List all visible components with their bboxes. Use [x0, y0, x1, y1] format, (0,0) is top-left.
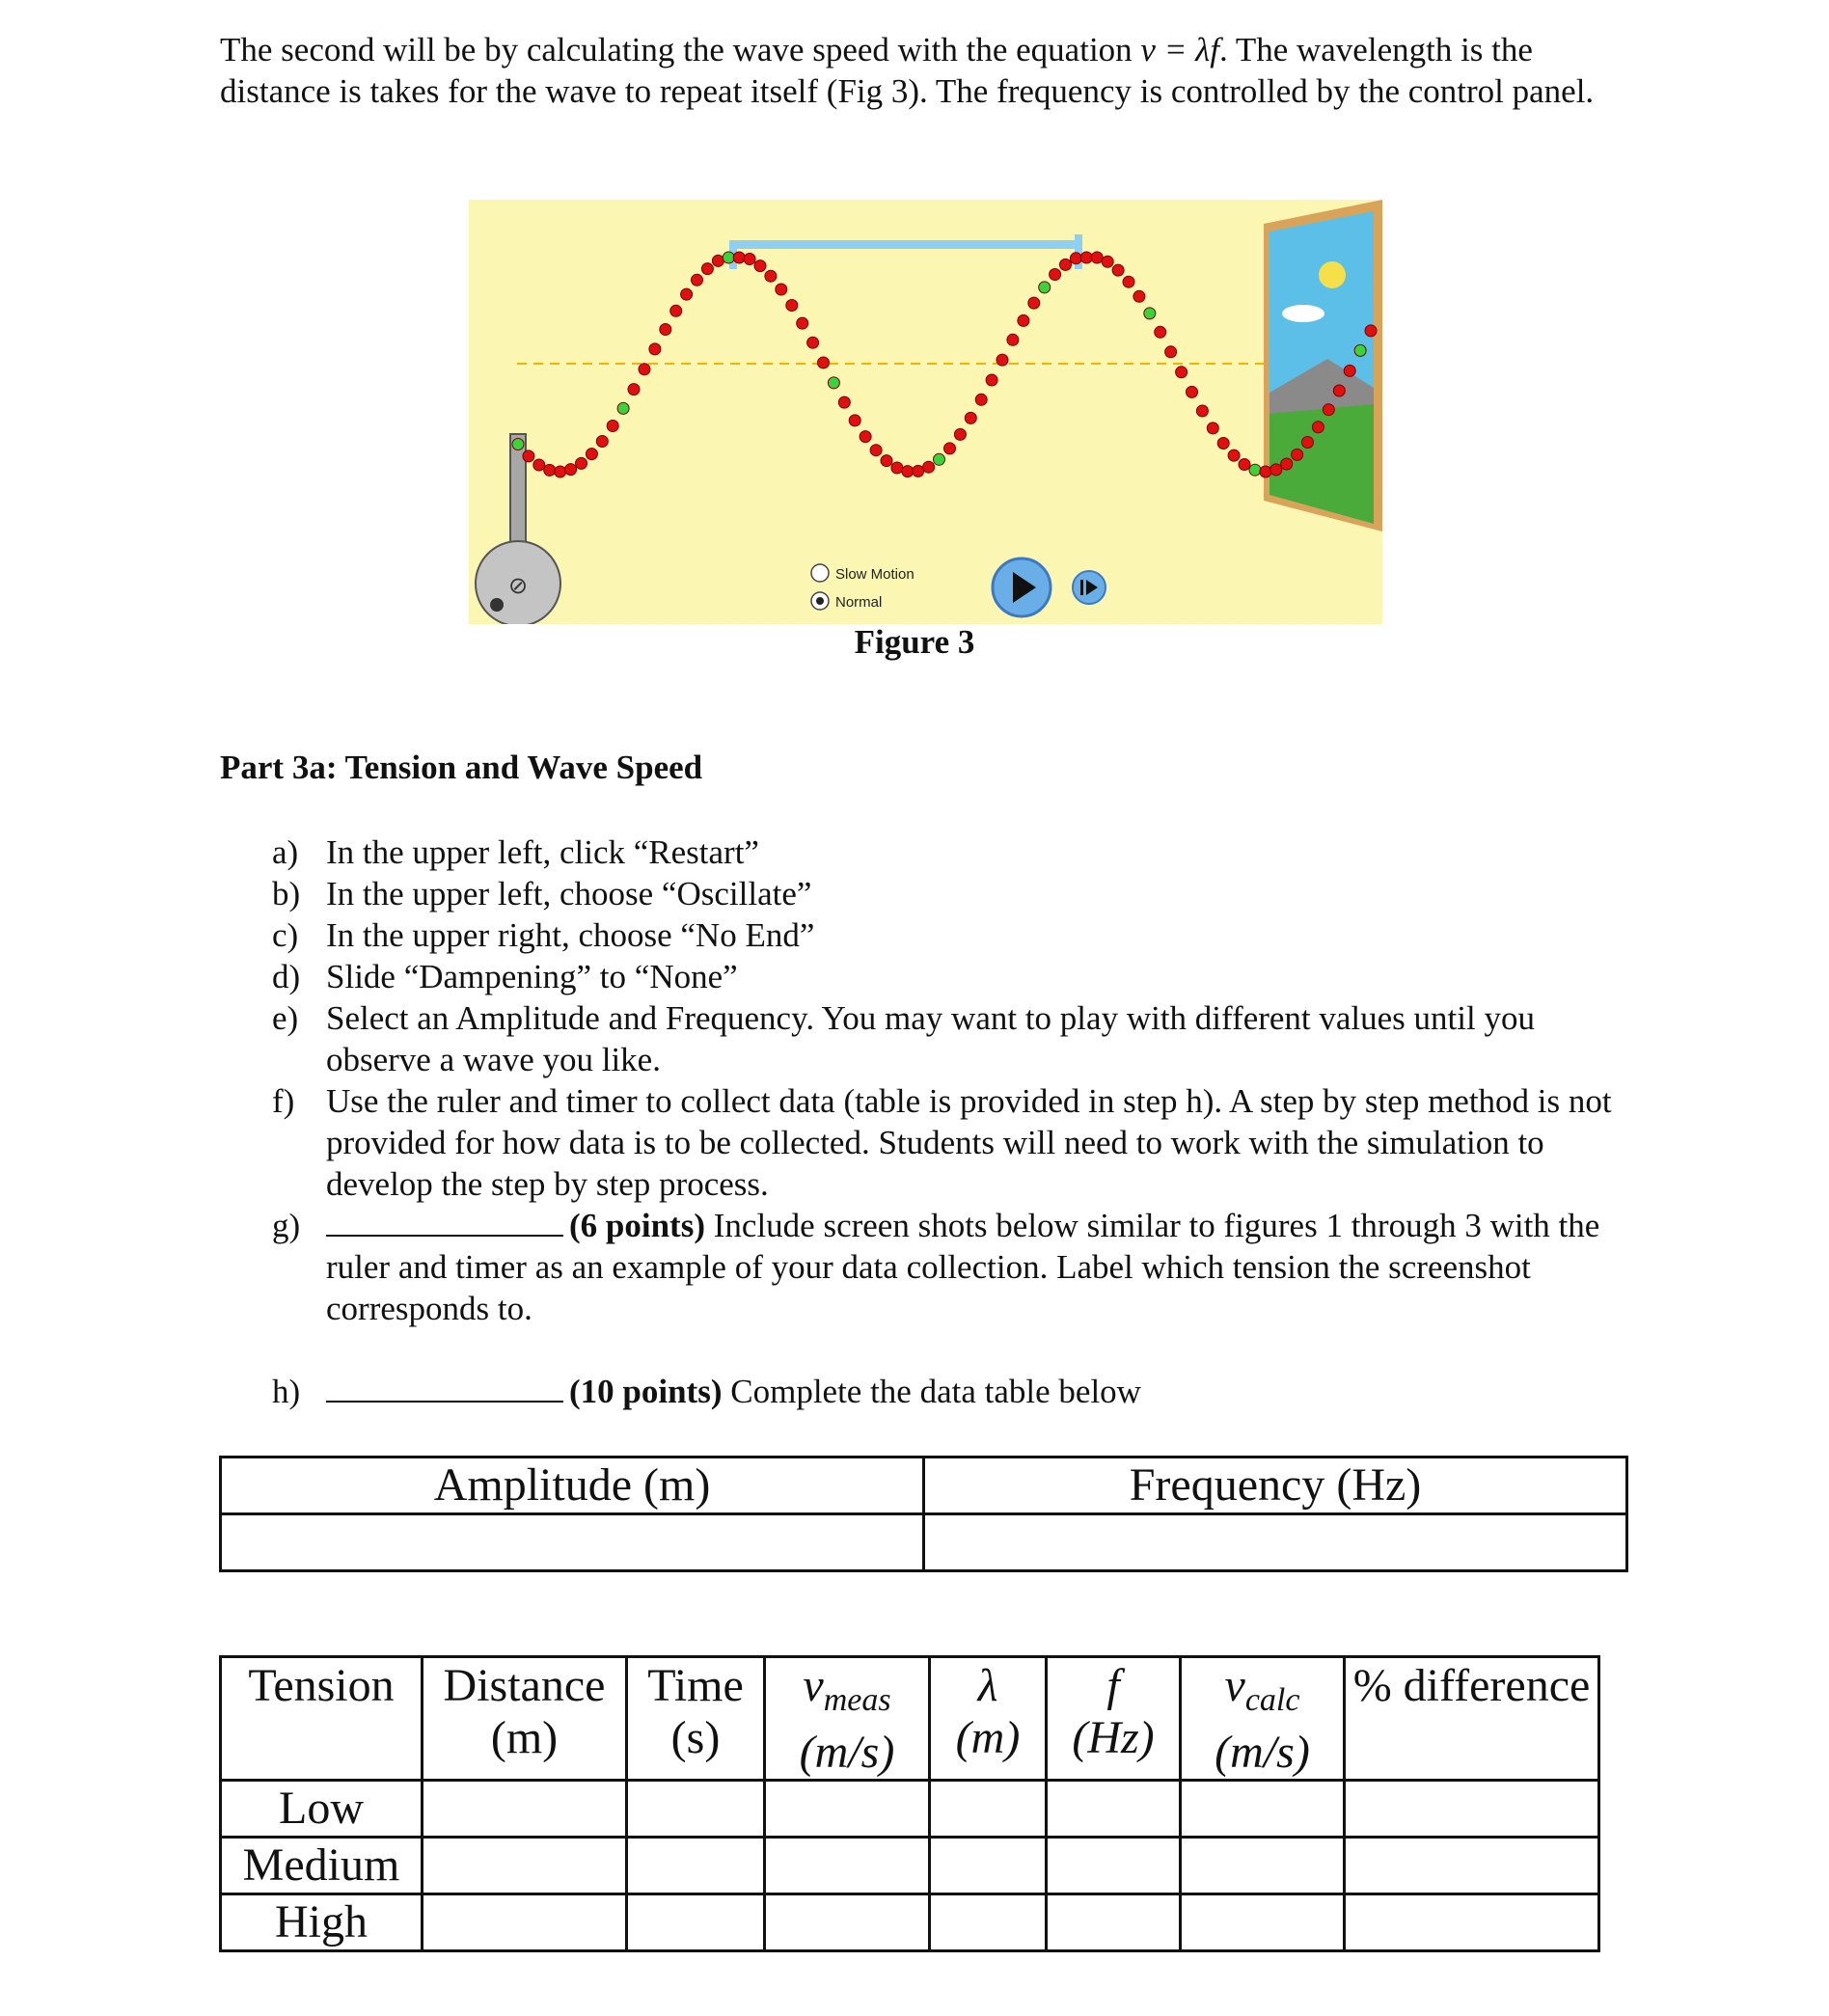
- wave-bead: [544, 464, 556, 476]
- wave-bead: [1028, 297, 1040, 309]
- wave-bead: [1239, 459, 1250, 471]
- wave-bead: [923, 461, 935, 473]
- score-blank-g[interactable]: [326, 1206, 563, 1237]
- wave-bead: [1260, 466, 1271, 477]
- wave-bead: [1112, 264, 1124, 276]
- table-row: [221, 1894, 1599, 1951]
- wave-bead: [754, 260, 766, 272]
- wave-bead: [639, 364, 650, 375]
- wave-bead: [607, 421, 618, 432]
- step-button[interactable]: [1073, 571, 1106, 604]
- wave-bead: [838, 396, 850, 408]
- wave-bead: [1302, 437, 1314, 449]
- wave-bead: [1039, 282, 1051, 293]
- wave-bead: [975, 394, 987, 405]
- wave-bead: [1292, 449, 1303, 460]
- cloud-icon: [1282, 305, 1324, 322]
- wave-bead: [818, 357, 830, 368]
- figure-caption: Figure 3: [854, 623, 975, 661]
- amplitude-header: Amplitude (m): [221, 1458, 924, 1514]
- wave-bead: [1312, 422, 1324, 433]
- instruction-list: [272, 831, 1642, 1412]
- wave-bead: [576, 457, 587, 469]
- wave-bead: [1270, 464, 1282, 476]
- slow-motion-radio[interactable]: [811, 564, 829, 582]
- wave-bead: [1050, 269, 1061, 281]
- wave-bead: [891, 462, 903, 474]
- step-c: c) In the upper right, choose “No End”: [272, 916, 815, 954]
- step-b: b) In the upper left, choose “Oscillate”: [272, 875, 812, 913]
- time-header: Time (s): [627, 1657, 765, 1781]
- tension-header: Tension: [221, 1657, 423, 1781]
- wave-bead: [1323, 404, 1334, 416]
- wave-bead: [1365, 325, 1377, 337]
- wave-bead: [881, 455, 892, 467]
- wave-bead: [723, 252, 734, 263]
- amplitude-cell[interactable]: [221, 1514, 924, 1571]
- wave-bead: [1187, 386, 1198, 397]
- wave-bead: [1165, 346, 1177, 358]
- step-d: d) Slide “Dampening” to “None”: [272, 958, 738, 995]
- wave-bead: [586, 449, 597, 460]
- slow-motion-label: Slow Motion: [835, 566, 914, 583]
- vmeas-header: $v_{meas}$ (m/s): [765, 1657, 930, 1781]
- wave-bead: [660, 324, 671, 336]
- row-label-high: High: [221, 1894, 423, 1951]
- wave-bead: [701, 263, 713, 275]
- wave-speed-equation: v = λf: [1140, 31, 1219, 68]
- step-e: e) Select an Amplitude and Frequency. You may want to play with different values until you observe a wave you like.: [272, 999, 1535, 1078]
- wave-bead: [1007, 334, 1019, 345]
- wave-bead: [712, 255, 723, 266]
- row-label-low: Low: [221, 1781, 423, 1838]
- wave-bead: [986, 374, 997, 386]
- wave-bead: [617, 402, 629, 414]
- wave-bead: [776, 284, 787, 295]
- wave-bead: [902, 466, 914, 477]
- tension-data-table: [219, 1655, 1600, 1952]
- normal-label: Normal: [835, 594, 883, 611]
- wave-bead: [1249, 464, 1261, 476]
- wave-bead: [1196, 405, 1208, 417]
- svg-text:⊘: ⊘: [507, 572, 529, 599]
- wave-bead: [1060, 259, 1072, 270]
- wave-bead: [628, 384, 640, 395]
- wave-bead: [670, 305, 682, 316]
- score-blank-h[interactable]: [326, 1372, 563, 1403]
- wave-bead: [1217, 438, 1229, 450]
- wave-bead: [849, 415, 860, 426]
- vcalc-header: $v_{calc}$ (m/s): [1181, 1657, 1345, 1781]
- wave-bead: [565, 464, 577, 476]
- percent-difference-header: % difference: [1345, 1657, 1599, 1781]
- wave-bead: [681, 288, 693, 300]
- wave-bead: [786, 300, 798, 312]
- wave-bead: [1155, 326, 1166, 338]
- f-header: f (Hz): [1047, 1657, 1181, 1781]
- wave-bead: [744, 254, 755, 265]
- wave-bead: [533, 459, 545, 471]
- wave-bead: [1102, 256, 1113, 267]
- amplitude-frequency-table: [219, 1456, 1628, 1572]
- wave-simulation-figure: [469, 200, 1382, 624]
- wave-bead: [1333, 385, 1345, 396]
- wave-bead: [1176, 367, 1187, 378]
- intro-paragraph: The second will be by calculating the wave speed with the equation v = λf. The wavelength is the distance is takes for the wave to repeat itself (Fig 3). The frequency is controlled by the control panel.: [220, 31, 1595, 110]
- wave-bead: [1123, 276, 1134, 287]
- wave-bead: [1070, 253, 1081, 264]
- wave-bead: [523, 450, 534, 462]
- table-row: [221, 1781, 1599, 1838]
- wave-bead: [807, 337, 819, 348]
- wave-bead: [1207, 422, 1218, 434]
- wave-bead: [555, 466, 566, 477]
- wave-bead: [870, 445, 882, 456]
- wave-bead: [512, 439, 524, 450]
- section-heading: Part 3a: Tension and Wave Speed: [220, 749, 703, 786]
- normal-radio[interactable]: [811, 592, 829, 610]
- frequency-header: Frequency (Hz): [924, 1458, 1627, 1514]
- wave-bead: [1228, 450, 1240, 461]
- table-row: [221, 1838, 1599, 1894]
- play-button[interactable]: [993, 558, 1051, 616]
- lambda-header: λ (m): [930, 1657, 1047, 1781]
- sun-icon: [1319, 261, 1346, 288]
- window-end: [1264, 200, 1382, 531]
- wave-bead: [649, 343, 661, 355]
- wave-bead: [954, 428, 966, 440]
- row-label-medium: Medium: [221, 1838, 423, 1894]
- step-h: h) (10 points) Complete the data table below: [272, 1373, 1141, 1410]
- wave-bead: [765, 270, 777, 282]
- wave-bead: [944, 443, 956, 454]
- step-g: g) (6 points) Include screen shots below similar to figures 1 through 3 with the ruler and timer as an example of your data collection. Label which tension the screenshot corresponds to.: [272, 1207, 1600, 1327]
- simulation-background: [469, 200, 1382, 624]
- wave-bead: [1091, 252, 1103, 263]
- wave-bead: [1354, 344, 1366, 356]
- wave-bead: [596, 436, 608, 448]
- wave-bead: [1133, 290, 1145, 302]
- wave-bead: [733, 252, 745, 263]
- wave-bead: [965, 412, 976, 423]
- wave-bead: [797, 317, 808, 329]
- wave-bead: [1018, 314, 1029, 326]
- step-a: a) In the upper left, click “Restart”: [272, 833, 759, 871]
- wave-bead: [828, 377, 839, 389]
- wave-bead: [692, 274, 703, 286]
- frequency-cell[interactable]: [924, 1514, 1627, 1571]
- wave-bead: [934, 453, 945, 465]
- wave-bead: [1144, 308, 1156, 319]
- wave-bead: [996, 354, 1008, 366]
- wave-bead: [1080, 252, 1092, 263]
- step-f: f) Use the ruler and timer to collect data (table is provided in step h). A step by step method is not provided for how data is to be collected. Students will need to work with the simulation to develop the step by step process.: [272, 1082, 1612, 1203]
- wave-bead: [860, 431, 871, 443]
- distance-header: Distance (m): [423, 1657, 627, 1781]
- wave-bead: [1281, 458, 1293, 470]
- wave-bead: [1344, 365, 1355, 376]
- wave-bead: [913, 465, 924, 477]
